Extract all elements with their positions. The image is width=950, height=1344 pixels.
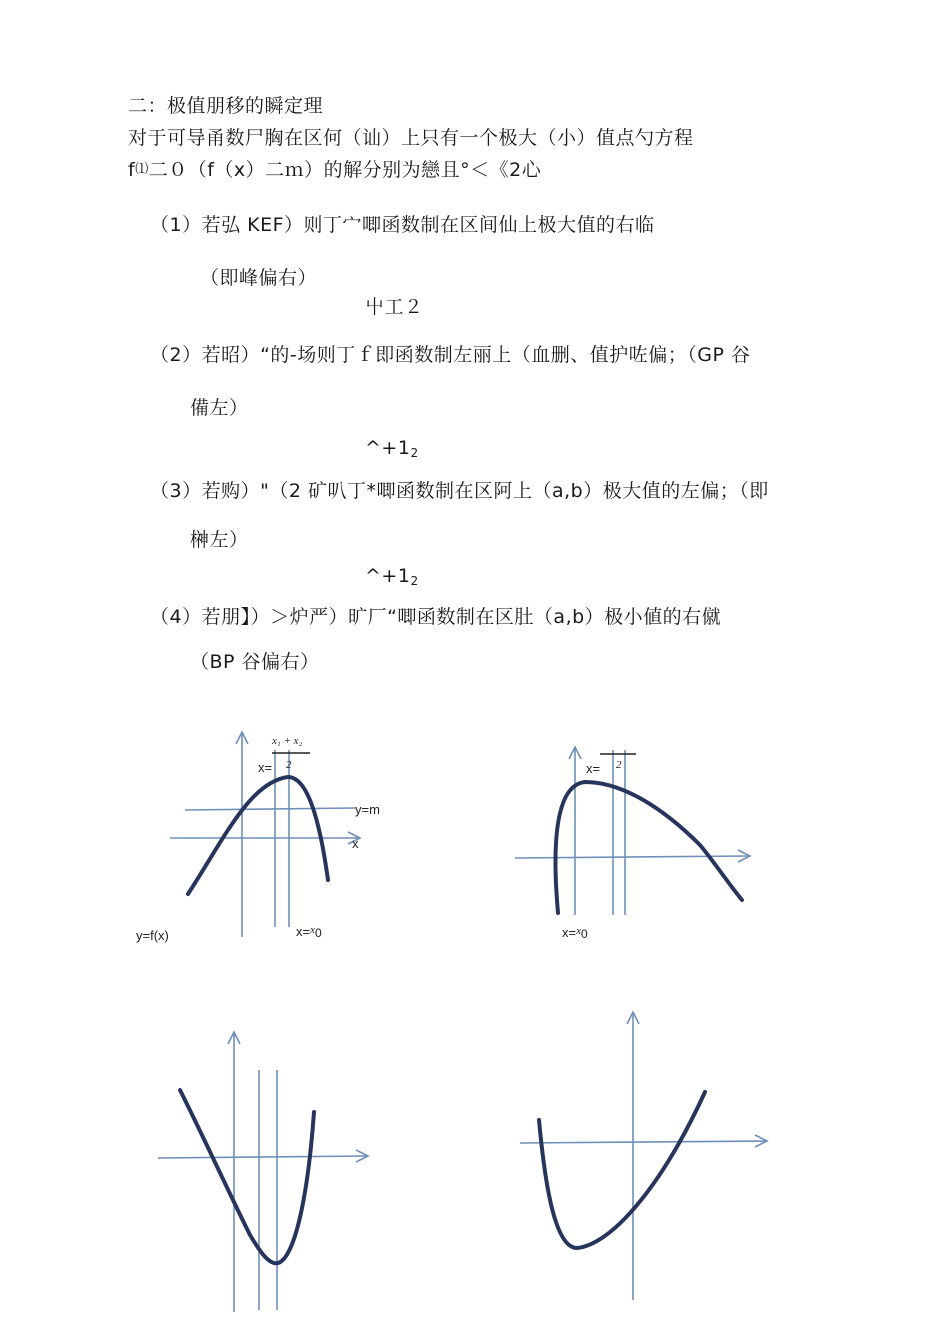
graph-2-curve [555,782,742,913]
item-2-formula-main: ^+1 [365,437,411,459]
graph-1-x0-var: x [310,924,315,936]
item-2-cont: 備左） [190,397,249,419]
intro-line-2-pre: f [128,159,136,181]
intro-line-2-post: 二０（f（x）二ｍ）的解分别为戀且°＜《2心 [148,159,542,181]
graph-2-x0-eq: x= [562,925,577,940]
intro-line-1: 对于可导甬数尸胸在区何（讪）上只有一个极大（小）值点勺方程 [128,127,694,149]
item-3-text: （3）若购）"（2 矿叭丁*唧函数制在区阿上（a,b）极大值的左偏；（即 [150,480,769,502]
graph-1-frac-num: x₁ + x₂ [272,735,303,747]
item-3-cont: 榊左） [190,529,249,551]
item-4-text: （4）若朋】）＞炉严）旷厂“唧函数制在区肚（a,b）极小値的右僦 [150,606,722,628]
intro-line-2-sup: ⑴ [135,162,149,177]
graph-1-curve [188,777,328,894]
section-title: 二：极值朋移的瞬定理 [128,95,324,117]
item-3-formula-main: ^+1 [365,565,411,587]
graph-4-svg [515,1000,775,1310]
item-1-formula: 屮工２ [365,296,424,318]
item-4-cont: （BP 谷偏右） [190,651,320,673]
graph-2-x0-sub: 0 [580,927,588,941]
graph-3-x-axis [158,1156,368,1158]
graph-1-svg [130,722,390,952]
graph-2-x-axis [515,856,750,858]
graph-1-ym-line [185,808,355,810]
graph-3-curve [180,1090,314,1263]
graph-4-x-axis [520,1141,767,1143]
graph-4 [515,1000,775,1310]
graph-2-svg [510,735,770,955]
graph-1-x-axis-label: x [352,836,359,851]
item-3-formula [365,563,419,594]
item-1-text: （1）若弘 KEF）则丁宀唧函数制在区间仙上极大值的右临 [150,214,655,236]
graph-1-x0-eq: x= [296,924,311,939]
graph-3-svg [150,1020,380,1320]
graph-1-frac-den: 2 [286,759,292,771]
graph-2-x0-label [562,925,588,941]
graph-3 [150,1020,380,1320]
graph-2-x0-var: x [576,925,581,937]
item-2-text: （2）若昭）“的-场则丁ｆ即函数制左丽上（血删、值护咗偏；（GP 谷 [150,344,751,366]
graph-2-frac-den: 2 [616,759,622,771]
graph-4-curve [539,1092,705,1248]
intro-line-2 [128,157,541,183]
graph-1-x0-sub: 0 [314,926,322,940]
item-2-formula [365,435,419,466]
item-2-formula-sub: 2 [410,446,419,460]
graph-2-x-eq: x= [586,761,601,776]
graph-1-ym-label: y=m [355,802,380,817]
graph-1-x0-label [296,924,322,940]
item-3-formula-sub: 2 [410,574,419,588]
graph-2 [510,735,770,955]
graph-1-x-eq: x= [258,760,273,775]
item-1-cont: （即峰偏右） [200,267,318,289]
graph-1-func-label: y=f(x) [136,928,169,943]
graph-1 [130,722,390,952]
